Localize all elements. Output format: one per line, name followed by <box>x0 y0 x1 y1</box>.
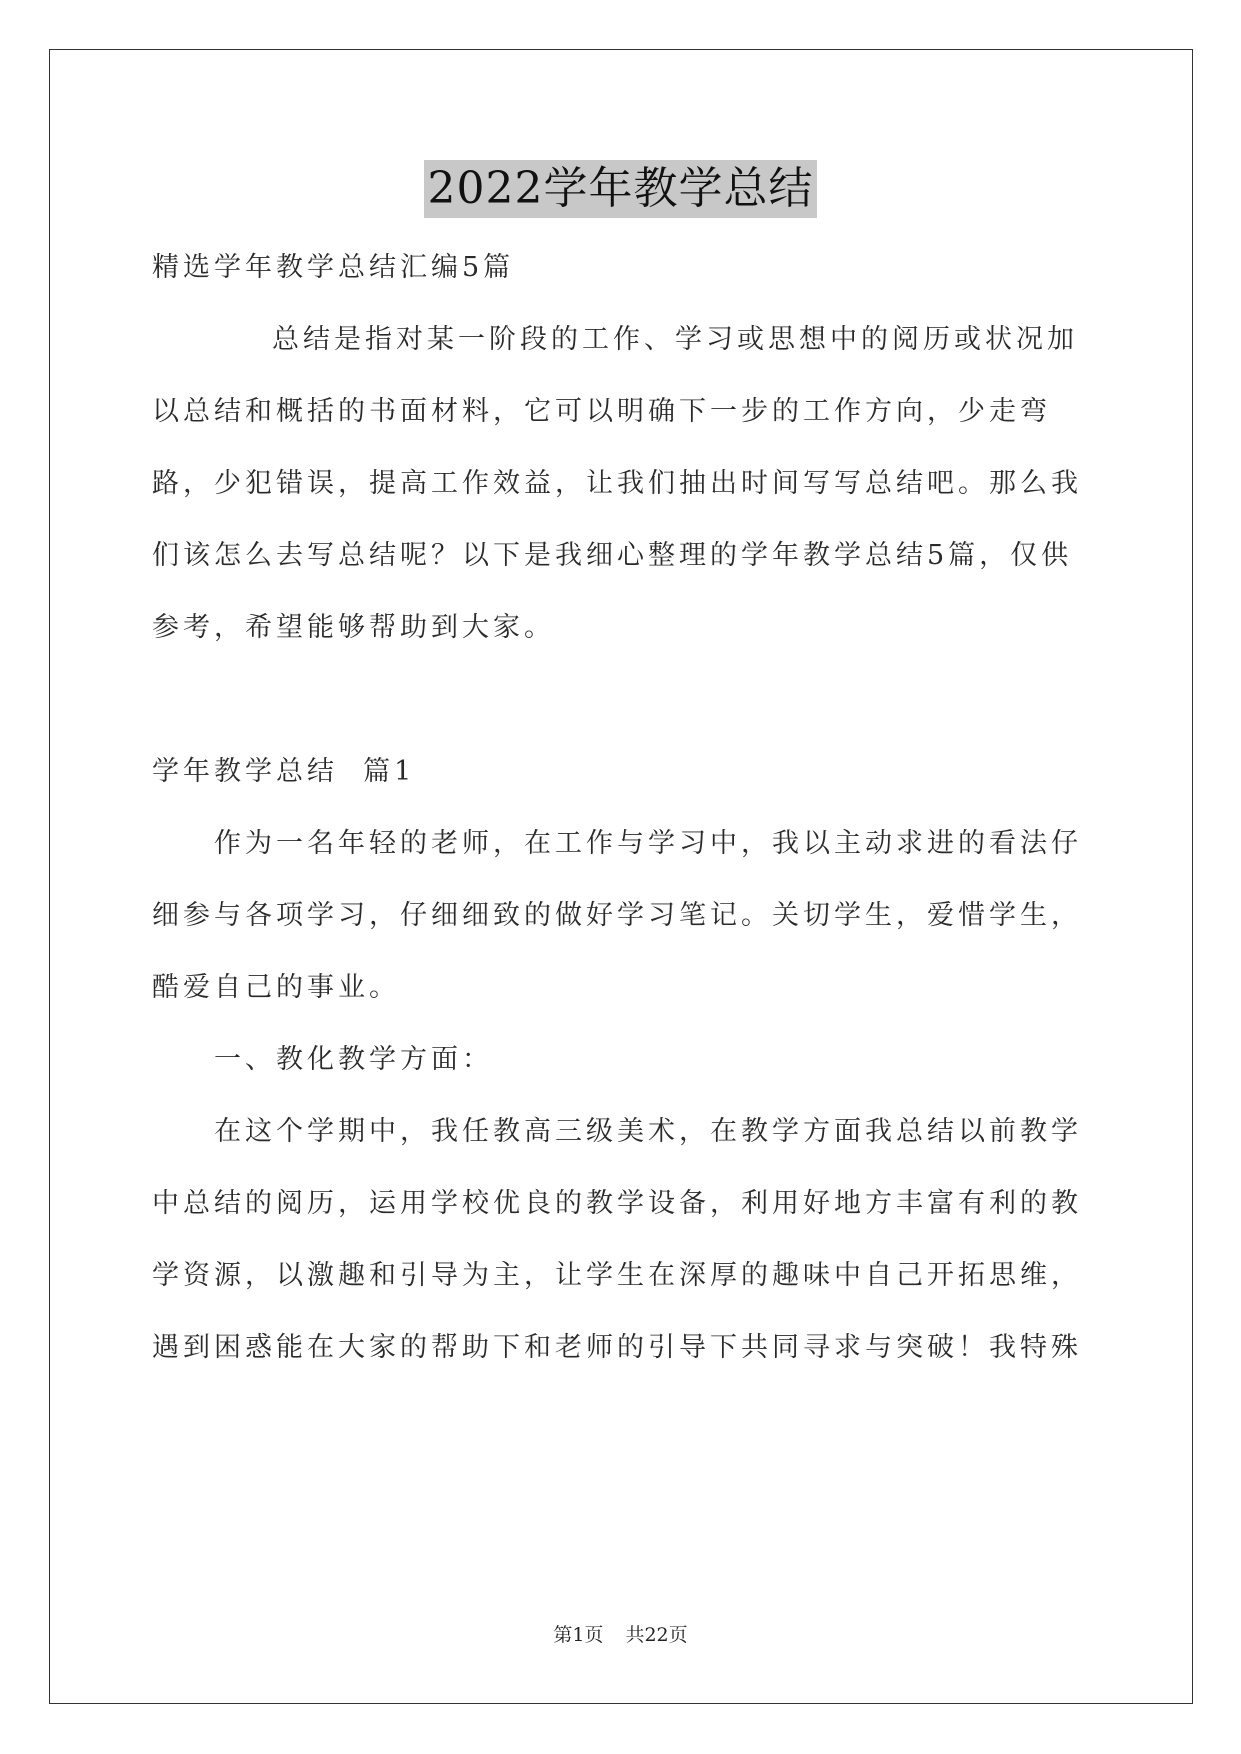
page-number-current: 第1页 <box>553 1624 604 1646</box>
section-spacer <box>152 664 1098 736</box>
title-container <box>0 160 1241 218</box>
intro-paragraph: 总结是指对某一阶段的工作、学习或思想中的阅历或状况加以总结和概括的书面材料，它可以明确下一步的工作方向，少走弯路，少犯错误，提高工作效益，让我们抽出时间写写总结吧。那么我们该怎么去写总结呢？以下是我细心整理的学年教学总结5篇，仅供参考，希望能够帮助到大家。 <box>152 324 1082 643</box>
document-subtitle: 精选学年教学总结汇编5篇 <box>152 252 515 283</box>
document-title: 2022学年教学总结 <box>424 160 818 218</box>
paragraph-2: 在这个学期中，我任教高三级美术，在教学方面我总结以前教学中总结的阅历，运用学校优良的教学设备，利用好地方丰富有利的教学资源，以激趣和引导为主，让学生在深厚的趣味中自己开拓思维，遇到困惑能在大家的帮助下和老师的引导下共同寻求与突破！我特殊 <box>152 1116 1082 1363</box>
page-footer <box>0 1620 1241 1647</box>
subheading-1: 一、教化教学方面： <box>214 1044 493 1075</box>
document-body <box>152 232 1098 1384</box>
page-number-total: 共22页 <box>625 1624 688 1646</box>
section-heading: 学年教学总结 篇1 <box>152 756 416 787</box>
paragraph-1: 作为一名年轻的老师，在工作与学习中，我以主动求进的看法仔细参与各项学习，仔细细致的做好学习笔记。关切学生，爱惜学生，酷爱自己的事业。 <box>152 828 1082 1003</box>
